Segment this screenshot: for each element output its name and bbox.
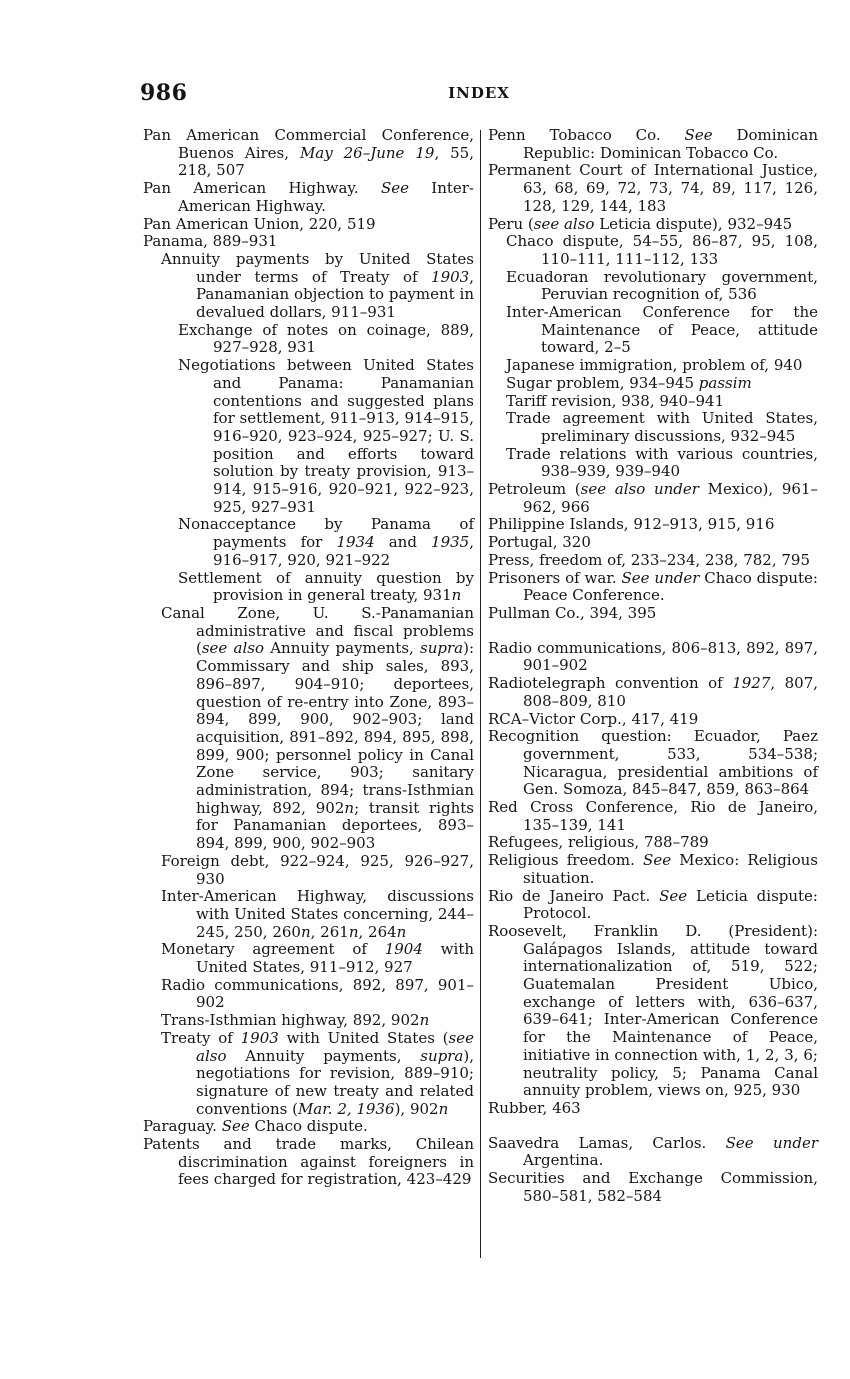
entry-text: Roosevelt, Franklin D. (President): Galápagos Islands, attitude toward internationalization of, 519, 522; Guatemalan President Ubico, exchange of letters with, 636–637, 639–641; Inter-American Conference for the Maintenance of Peace, initiative in connection with, 1, 2, 3, 6; neutrality policy, 5; Panama Canal annuity problem, views on, 925, 930 [488, 921, 818, 1100]
entry-text: with United States, 911–912, 927 [196, 940, 475, 977]
entry-text: , 807, 808–809, 810 [523, 674, 819, 710]
index-entry [143, 1118, 474, 1136]
index-subentry [143, 853, 474, 888]
italic-text: Mar. 2, 1936 [297, 1099, 395, 1118]
italic-text: See [659, 886, 688, 905]
entry-text: Settlement of annuity question by provision in general treaty, 931 [178, 568, 474, 605]
entry-text: Inter-American Conference for the Maintenance of Peace, attitude toward, 2–5 [506, 303, 818, 357]
entry-text: and [374, 533, 432, 552]
running-head: INDEX [448, 84, 510, 102]
index-subentry [488, 446, 818, 481]
entry-text: Argentina. [523, 1151, 604, 1170]
italic-text: 1927 [732, 674, 771, 693]
entry-text: Tariff revision, 938, 940–941 [506, 391, 725, 410]
entry-text: Dominican Republic: Dominican Tobacco Co. [523, 126, 819, 162]
entry-text: ; transit rights for Panamanian deportees, 893–894, 899, 900, 902–903 [196, 798, 474, 853]
entry-text: , 264 [358, 922, 397, 941]
entry-text: Refugees, religious, 788–789 [488, 833, 709, 852]
index-entry [488, 481, 818, 516]
entry-text: Inter-American Highway. [178, 179, 474, 215]
entry-text: Pan American Union, 220, 519 [143, 214, 376, 233]
entry-text: Sugar problem, 934–945 [506, 373, 699, 392]
index-entry [143, 233, 474, 251]
index-entry [488, 923, 818, 1100]
entry-text: Pan American Highway. [143, 179, 381, 198]
entry-text: Pullman Co., 394, 395 [488, 603, 657, 622]
index-entry [488, 1135, 818, 1170]
index-subentry [143, 251, 474, 322]
entry-text: Chaco dispute. [249, 1117, 368, 1136]
index-entry [488, 605, 818, 623]
index-subentry [143, 605, 474, 853]
italic-text: See [221, 1117, 250, 1136]
index-entry [143, 1136, 474, 1189]
entry-text: Rubber, 463 [488, 1098, 581, 1117]
entry-text: Monetary agreement of [161, 940, 385, 959]
italic-text: n [396, 922, 407, 941]
entry-text: Petroleum ( [488, 480, 581, 499]
entry-text: Mexico), 961–962, 966 [523, 480, 818, 516]
entry-text: Foreign debt, 922–924, 925, 926–927, 930 [161, 851, 474, 888]
entry-text: Negotiations between United States and Panama: Panamanian contentions and suggested plans for settlement, 911–913, 914–915, 916–920, 923–924, 925–927; U. S. position and efforts toward solution by treaty provision, 913–914, 915–916, 920–921, 922–923, 925, 927–931 [178, 356, 474, 516]
entry-text: Philippine Islands, 912–913, 915, 916 [488, 515, 775, 534]
entry-text: Annuity payments, [264, 639, 421, 658]
index-subentry [143, 357, 474, 516]
entry-text: Pan American Commercial Conference, Buenos Aires, [143, 126, 474, 162]
entry-text: Religious freedom. [488, 851, 644, 870]
entry-text: Press, freedom of, 233–234, 238, 782, 795 [488, 550, 811, 569]
italic-text: n [344, 798, 355, 817]
entry-text: Radio communications, 806–813, 892, 897, 901–902 [488, 638, 818, 675]
entry-text: Leticia dispute), 932–945 [594, 214, 793, 233]
italic-text: See under [725, 1133, 818, 1152]
italic-text: 1904 [384, 940, 423, 959]
italic-text: 1934 [336, 533, 375, 552]
entry-text: Red Cross Conference, Rio de Janeiro, 135–139, 141 [488, 798, 818, 834]
italic-text: See under [621, 568, 700, 587]
entry-text: Mexico: Religious situation. [523, 851, 818, 887]
entry-text: , 261 [310, 922, 349, 941]
column-divider [480, 130, 481, 1258]
entry-text: , 916–917, 920, 921–922 [213, 533, 474, 569]
entry-text: Trans-Isthmian highway, 892, 902 [161, 1011, 420, 1030]
index-entry [488, 711, 818, 729]
entry-text: Leticia dispute: Protocol. [523, 886, 818, 923]
entry-text: Trade agreement with United States, preliminary discussions, 932–945 [506, 409, 818, 445]
index-column-left [143, 127, 474, 1189]
index-subentry [488, 357, 818, 375]
index-entry [488, 728, 818, 799]
index-entry [488, 127, 818, 162]
italic-text: 1935 [431, 533, 470, 552]
index-entry [488, 162, 818, 215]
index-subentry [143, 977, 474, 1012]
italic-text: supra [420, 1046, 464, 1065]
entry-text: RCA–Victor Corp., 417, 419 [488, 709, 699, 728]
italic-text: 1903 [240, 1028, 279, 1047]
entry-text: Securities and Exchange Commission, 580–581, 582–584 [488, 1169, 818, 1205]
entry-text: Panama, 889–931 [143, 232, 278, 251]
entry-text: Ecuadoran revolutionary government, Peruvian recognition of, 536 [506, 267, 818, 304]
index-subentry [143, 1012, 474, 1030]
italic-text: 1903 [431, 267, 470, 286]
index-entry [488, 516, 818, 534]
entry-text: ): Commissary and ship sales, 893, 896–897, 904–910; deportees, question of re-entry into Zone, 893–894, 899, 900, 902–903; land acquisition, 891–892, 894, 895, 898, 899, 900; personnel policy in Canal Zone service, 903; sanitary administration, 894; trans-Isthmian highway, 892, 902 [196, 639, 474, 817]
italic-text: see also under [580, 480, 699, 499]
index-entry [488, 640, 818, 675]
entry-text: Inter-American Highway, discussions with United States concerning, 244–245, 250, 260 [161, 887, 475, 941]
italic-text: see also [201, 639, 264, 658]
italic-text: n [438, 1099, 449, 1118]
entry-text: Exchange of notes on coinage, 889, 927–928, 931 [178, 320, 474, 357]
italic-text: See [380, 179, 409, 198]
italic-text: See [684, 126, 713, 144]
entry-text: Nonacceptance by Panama of payments for [178, 515, 474, 552]
italic-text: supra [420, 639, 464, 658]
index-entry [488, 1100, 818, 1118]
index-entry [488, 570, 818, 605]
italic-text: see also [533, 214, 595, 233]
index-entry [143, 216, 474, 234]
entry-text: with United States ( [278, 1028, 449, 1047]
index-entry [488, 1170, 818, 1205]
italic-text: See [643, 851, 672, 870]
entry-text: Permanent Court of International Justice, 63, 68, 69, 72, 73, 74, 89, 117, 126, 128, 129, 144, 183 [488, 161, 818, 215]
index-entry [143, 127, 474, 180]
entry-text: Chaco dispute, 54–55, 86–87, 95, 108, 110–111, 111–112, 133 [506, 232, 818, 268]
entry-text: , 55, 218, 507 [178, 143, 474, 180]
entry-text: Rio de Janeiro Pact. [488, 886, 660, 905]
page-number: 986 [140, 80, 188, 106]
index-subentry [143, 322, 474, 357]
entry-text: Portugal, 320 [488, 533, 591, 552]
entry-text: ), 902 [394, 1099, 439, 1118]
entry-text: Chaco dispute: Peace Conference. [523, 568, 818, 605]
entry-text: Trade relations with various countries, 938–939, 939–940 [506, 444, 818, 481]
italic-text: see also [196, 1028, 474, 1065]
index-entry [488, 888, 818, 923]
index-subentry [143, 1030, 474, 1119]
entry-text: Canal Zone, U. S.-Panamanian administrative and fiscal problems ( [161, 603, 474, 658]
index-entry [488, 799, 818, 834]
index-entry [488, 675, 818, 710]
index-subentry [143, 941, 474, 976]
entry-text: Treaty of [161, 1028, 241, 1047]
index-entry [488, 534, 818, 552]
index-entry [488, 834, 818, 852]
italic-text: passim [698, 373, 752, 392]
italic-text: n [300, 922, 311, 941]
italic-text: May 26–June 19 [299, 143, 435, 162]
entry-text: Paraguay. [143, 1117, 222, 1136]
entry-text: Annuity payments by United States under terms of Treaty of [161, 249, 474, 286]
index-subentry [488, 269, 818, 304]
index-subentry [143, 570, 474, 605]
italic-text: n [451, 586, 462, 605]
italic-text: n [419, 1011, 430, 1030]
entry-text: Annuity payments, [226, 1046, 421, 1065]
entry-text: ), negotiations for revision, 889–910; signature of new treaty and related conventions ( [196, 1046, 474, 1118]
index-subentry [143, 888, 474, 941]
entry-text: , Panamanian objection to payment in devalued dollars, 911–931 [196, 267, 474, 322]
entry-text: Patents and trade marks, Chilean discrimination against foreigners in fees charged for registration, 423–429 [143, 1135, 474, 1189]
entry-text: Radiotelegraph convention of [488, 674, 733, 693]
index-subentry [488, 233, 818, 268]
entry-text: Recognition question: Ecuador, Paez government, 533, 534–538; Nicaragua, presidential ambitions of Gen. Somoza, 845–847, 859, 863–864 [488, 727, 818, 799]
index-subentry [488, 410, 818, 445]
index-subentry [488, 375, 818, 393]
entry-text: Prisoners of war. [488, 568, 622, 587]
index-entry [488, 216, 818, 234]
index-column-right [488, 127, 818, 1205]
index-entry [143, 180, 474, 215]
italic-text: n [348, 922, 359, 941]
index-subentry [143, 516, 474, 569]
index-subentry [488, 304, 818, 357]
index-entry [488, 852, 818, 887]
entry-text: Peru ( [488, 214, 534, 233]
index-subentry [488, 393, 818, 411]
entry-text: Radio communications, 892, 897, 901–902 [161, 975, 474, 1012]
entry-text: Japanese immigration, problem of, 940 [506, 356, 803, 375]
index-entry [488, 552, 818, 570]
entry-text: Penn Tobacco Co. [488, 126, 685, 144]
entry-text: Saavedra Lamas, Carlos. [488, 1133, 726, 1152]
